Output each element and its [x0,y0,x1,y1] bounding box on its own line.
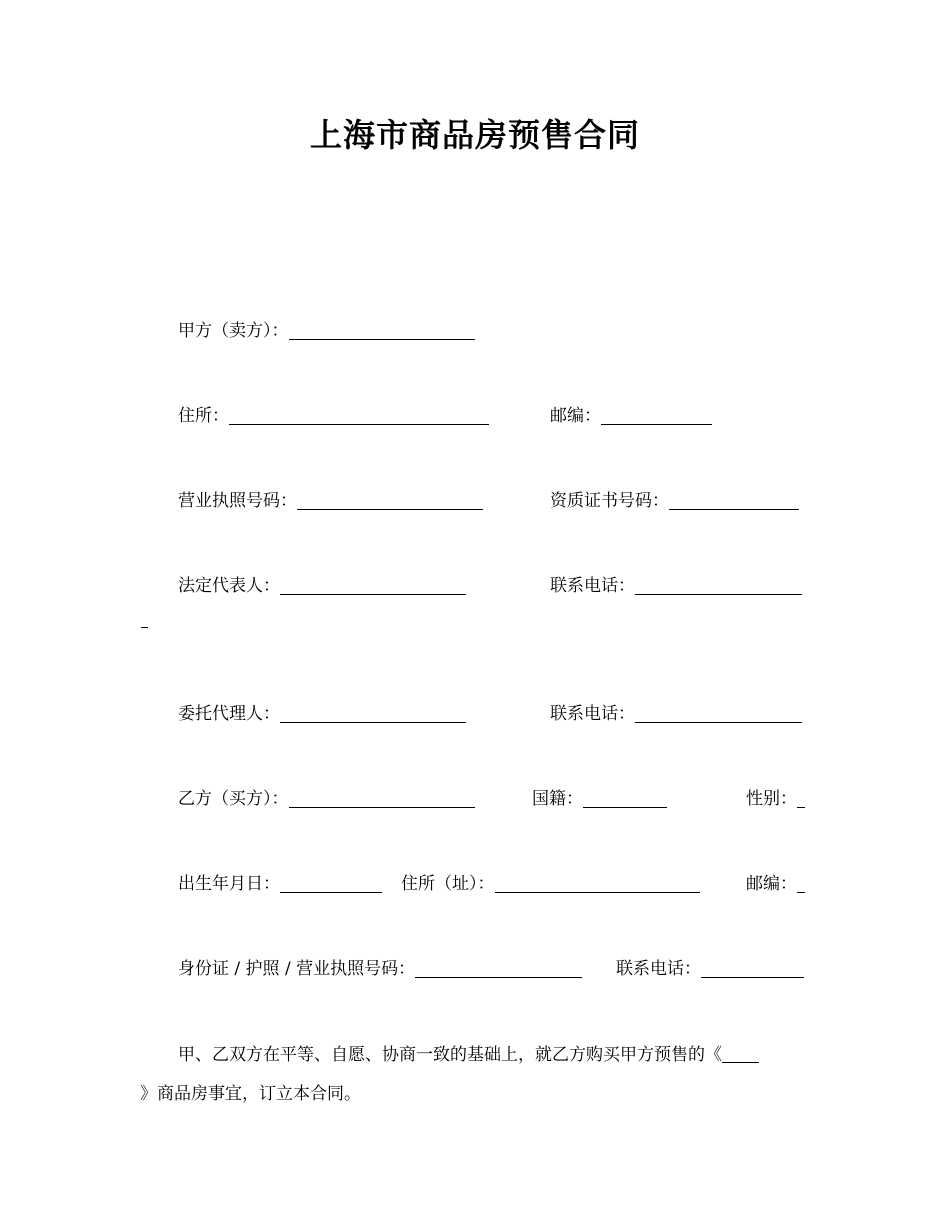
seller-postcode-blank[interactable] [601,406,712,425]
buyer-name-label: 乙方（买方）： [178,789,289,809]
seller-name-row [178,320,475,342]
preamble-text-2: 》商品房事宜，订立本合同。 [140,1084,361,1104]
seller-address-label: 住所： [178,406,229,426]
buyer-postcode-row [746,873,805,895]
buyer-postcode-label: 邮编： [746,874,797,894]
preamble-line-2 [140,1083,812,1105]
buyer-nationality-blank[interactable] [583,789,667,808]
preamble-text-1: 甲、乙双方在平等、自愿、协商一致的基础上，就乙方购买甲方预售的《 [178,1045,722,1065]
buyer-phone-row [616,958,804,980]
buyer-address-label: 住所（址）： [401,874,495,894]
seller-license-blank[interactable] [297,491,483,510]
agent-label: 委托代理人： [178,704,280,724]
buyer-postcode-blank[interactable] [797,874,805,893]
seller-name-label: 甲方（卖方）： [178,321,289,341]
seller-qualification-blank[interactable] [669,491,799,510]
seller-phone-blank[interactable] [635,576,802,595]
agent-phone-row [550,703,802,725]
buyer-id-row [178,958,582,980]
buyer-address-row [401,873,700,895]
buyer-name-blank[interactable] [289,789,475,808]
seller-address-row [178,405,489,427]
buyer-address-blank[interactable] [495,874,700,893]
buyer-gender-row [746,788,805,810]
document-title: 上海市商品房预售合同 [309,116,640,154]
seller-license-row [178,490,483,512]
buyer-nationality-row [532,788,667,810]
seller-postcode-row [550,405,712,427]
legal-rep-blank[interactable] [280,576,466,595]
buyer-gender-blank[interactable] [797,789,805,808]
legal-rep-row [178,575,466,597]
buyer-id-blank[interactable] [415,959,582,978]
project-name-blank[interactable] [722,1044,759,1063]
buyer-id-label: 身份证 / 护照 / 营业执照号码： [178,959,416,979]
seller-phone-row [550,575,802,597]
seller-postcode-label: 邮编： [550,406,601,426]
buyer-birthdate-blank[interactable] [280,874,382,893]
seller-phone-label: 联系电话： [550,576,635,596]
seller-address-blank[interactable] [229,406,489,425]
buyer-birthdate-row [178,873,382,895]
legal-rep-label: 法定代表人： [178,576,280,596]
buyer-nationality-label: 国籍： [532,789,583,809]
agent-blank[interactable] [280,704,466,723]
seller-name-blank[interactable] [289,321,475,340]
stray-underline-mark [141,627,148,628]
buyer-name-row [178,788,475,810]
seller-license-label: 营业执照号码： [178,491,297,511]
buyer-phone-label: 联系电话： [616,959,701,979]
buyer-phone-blank[interactable] [701,959,804,978]
agent-row [178,703,466,725]
seller-qualification-row [550,490,799,512]
preamble-line-1 [140,1044,812,1066]
agent-phone-blank[interactable] [635,704,802,723]
seller-qualification-label: 资质证书号码： [550,491,669,511]
agent-phone-label: 联系电话： [550,704,635,724]
buyer-gender-label: 性别： [746,789,797,809]
buyer-birthdate-label: 出生年月日： [178,874,280,894]
